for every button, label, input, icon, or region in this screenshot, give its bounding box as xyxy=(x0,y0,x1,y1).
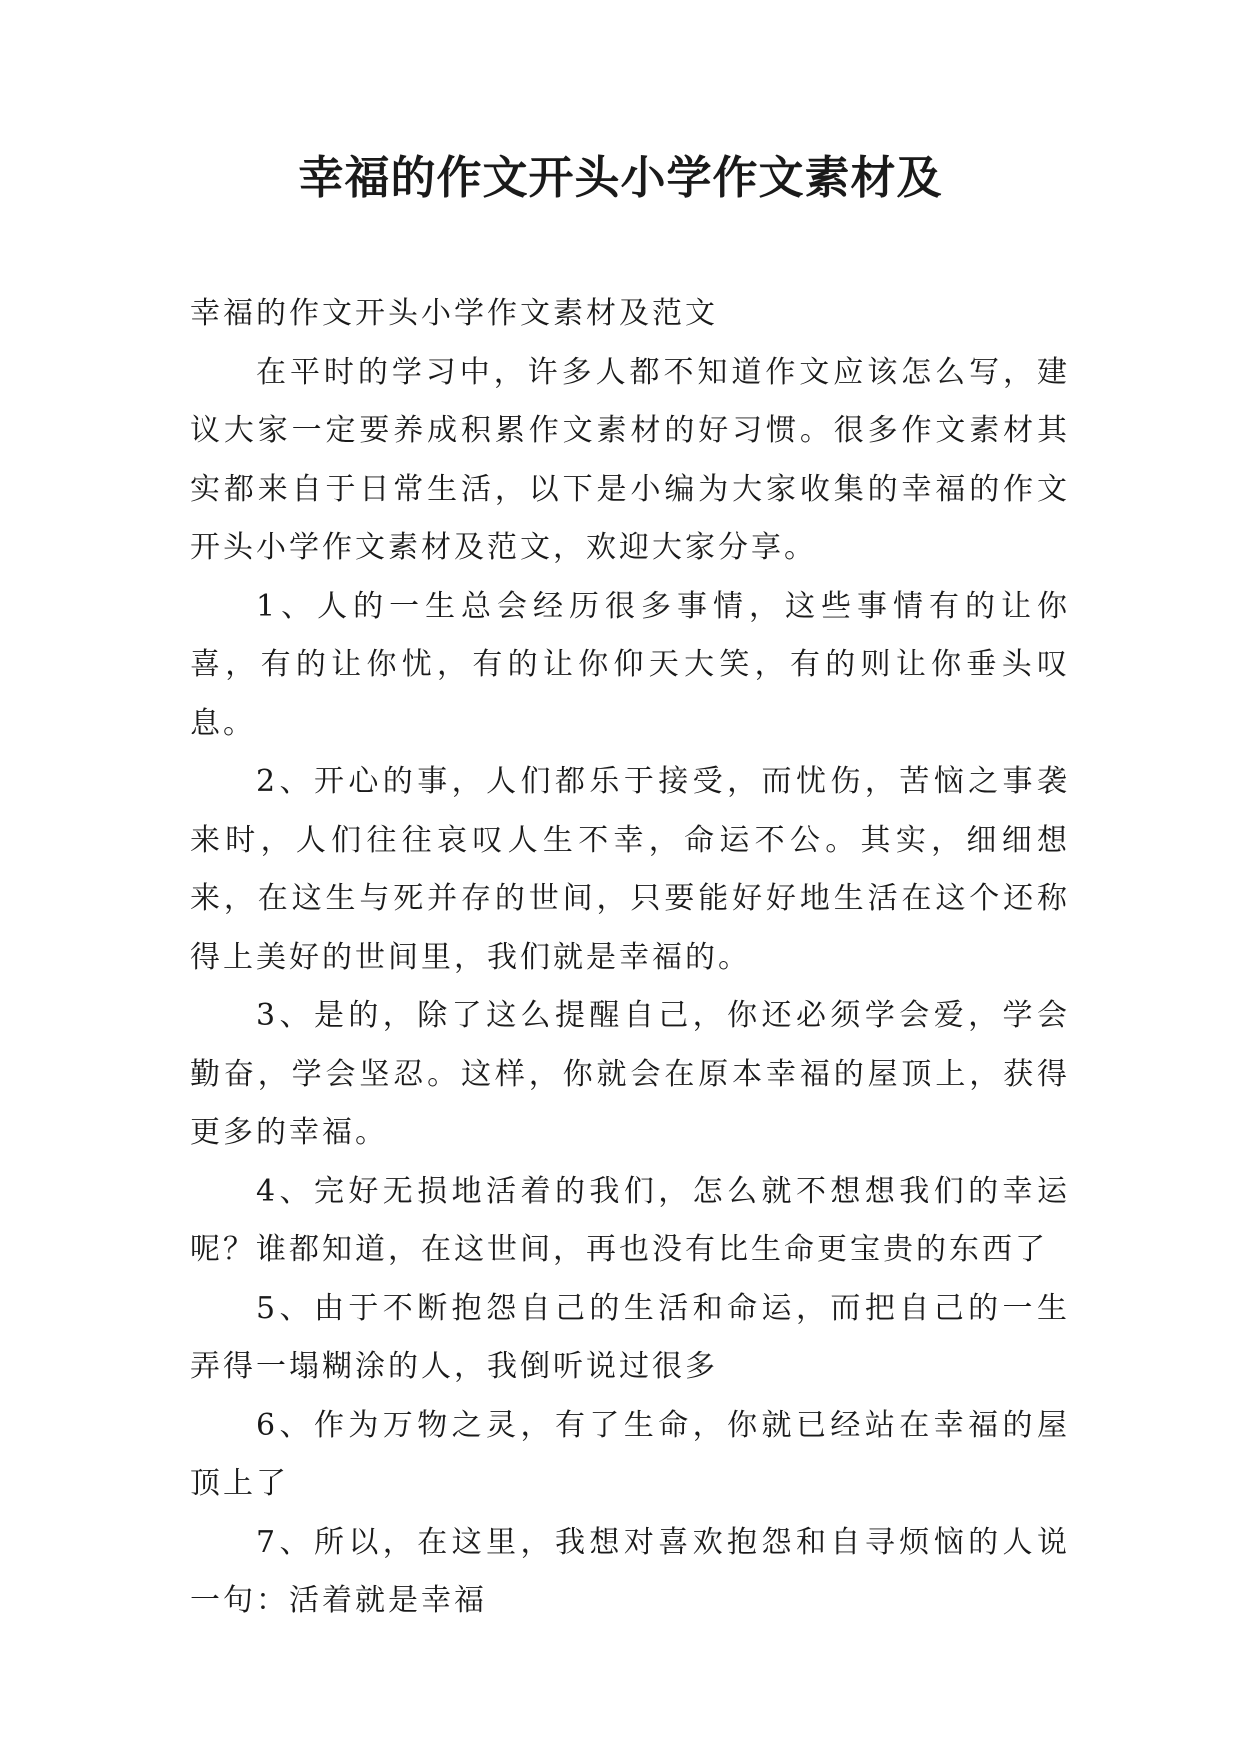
list-item-7: 7、所以，在这里，我想对喜欢抱怨和自寻烦恼的人说一句：活着就是幸福 xyxy=(190,1524,1070,1618)
list-item-3: 3、是的，除了这么提醒自己，你还必须学会爱，学会勤奋，学会坚忍。这样，你就会在原本幸福的屋顶上，获得更多的幸福。 xyxy=(190,998,1070,1150)
list-item-5: 5、由于不断抱怨自己的生活和命运，而把自己的一生弄得一塌糊涂的人，我倒听说过很多 xyxy=(190,1290,1070,1384)
list-item-6: 6、作为万物之灵，有了生命，你就已经站在幸福的屋顶上了 xyxy=(190,1407,1070,1501)
list-item-4: 4、完好无损地活着的我们，怎么就不想想我们的幸运呢？谁都知道，在这世间，再也没有比生命更宝贵的东西了 xyxy=(190,1173,1070,1267)
document-body xyxy=(190,285,1070,1631)
intro-paragraph: 在平时的学习中，许多人都不知道作文应该怎么写，建议大家一定要养成积累作文素材的好习惯。很多作文素材其实都来自于日常生活，以下是小编为大家收集的幸福的作文开头小学作文素材及范文，欢迎大家分享。 xyxy=(190,354,1070,565)
document-title: 幸福的作文开头小学作文素材及 xyxy=(298,151,943,204)
document-subtitle: 幸福的作文开头小学作文素材及范文 xyxy=(190,296,718,331)
list-item-1: 1、人的一生总会经历很多事情，这些事情有的让你喜，有的让你忧，有的让你仰天大笑，有的则让你垂头叹息。 xyxy=(190,588,1070,741)
list-item-2: 2、开心的事，人们都乐于接受，而忧伤，苦恼之事袭来时，人们往往哀叹人生不幸，命运不公。其实，细细想来，在这生与死并存的世间，只要能好好地生活在这个还称得上美好的世间里，我们就是幸福的。 xyxy=(190,764,1070,975)
